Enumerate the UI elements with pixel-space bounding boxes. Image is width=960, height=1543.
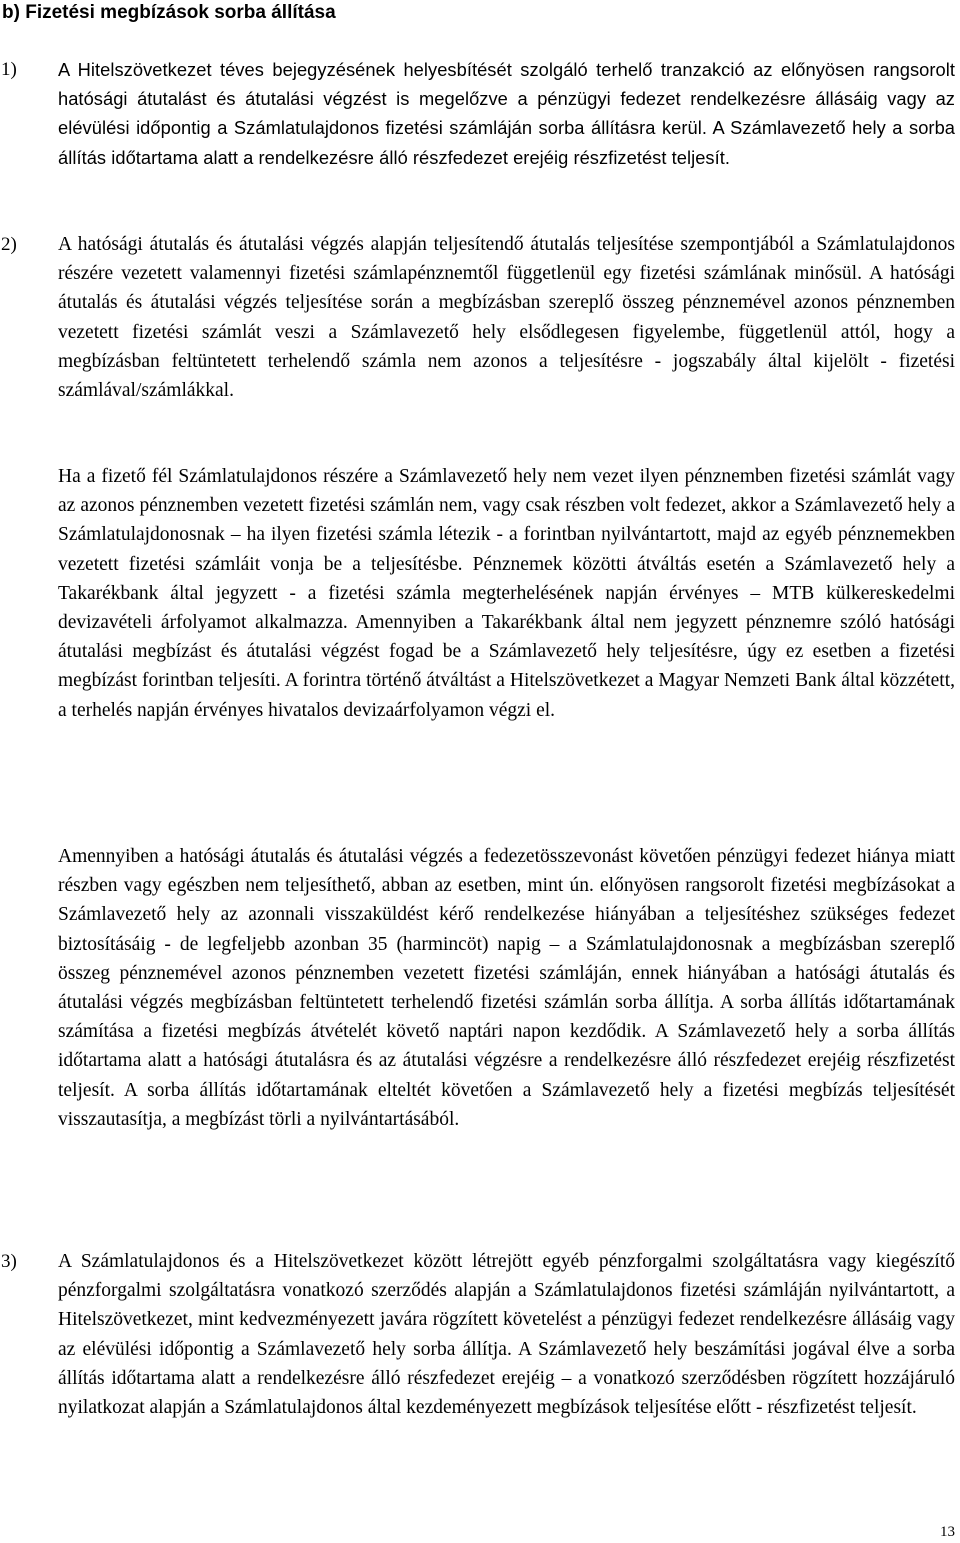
item-number: 3) [1,1251,17,1272]
item-paragraph: Amennyiben a hatósági átutalás és átutalási végzés a fedezetösszevonást követően pénzügyi fedezet hiánya miatt részben vagy egészben nem teljesíthető, abban az esetben, mint ún. előnyösen rangsorolt fizetési megbízásokat a Számlavezető hely az azonnali visszaküldést kérő rendelkezése hiányában a teljesítéshez szükséges fedezet biztosításáig - de legfeljebb azonban 35 (harmincöt) napig – a Számlatulajdonosnak a megbízásban szereplő összeg pénznemével azonos pénznemben vezetett fizetési számláján, ennek hiányában a hatósági átutalás és átutalási végzés megbízásban feltüntetett terhelendő fizetési számlán sorba állítja. A sorba állítás időtartamának számítása a fizetési megbízás átvételét követő naptári napon kezdődik. A Számlavezető hely a sorba állítás időtartama alatt a hatósági átutalásra és az átutalási végzésre a rendelkezésre álló részfedezet erejéig részfizetést teljesít. A sorba állítás időtartamának elteltét követően a Számlavezető hely a fizetési megbízás teljesítését visszautasítja, a megbízást törli a nyilvántartásából. [58,846,955,1130]
item-number: 1) [1,59,17,80]
item-paragraph: Ha a fizető fél Számlatulajdonos részére a Számlavezető hely nem vezet ilyen pénznemben fizetési számlát vagy az azonos pénznemben vezetett fizetési számlán nem, vagy csak részben volt fedezet, akkor a Számlavezető hely a Számlatulajdonosnak – ha ilyen fizetési számla létezik - a forintban nyilvántartott, majd az egyéb pénznemekben vezetett fizetési számláit vonja be a teljesítésbe. Pénznemek közötti átváltás esetén a Számlavezető hely a Takarékbank által jegyzett - a fizetési számla megterhelésének napján érvényes – MTB külkereskedelmi devizavételi árfolyamot alkalmazza. Amennyiben a Takarékbank által nem jegyzett pénznemre szóló hatósági átutalási megbízást és átutalási végzést fogad be a Számlavezető hely teljesítésre, úgy ez esetben a fizetési megbízást forintban teljesíti. A forintra történő átváltást a Hitelszövetkezet a Magyar Nemzeti Bank által közzétett, a terhelés napján érvényes hivatalos devizaárfolyamon végzi el. [58,466,955,721]
page-number: 13 [940,1524,955,1540]
section-heading: b) Fizetési megbízások sorba állítása [2,2,336,23]
item-number: 2) [1,234,17,255]
item-paragraph: A hatósági átutalás és átutalási végzés alapján teljesítendő átutalás teljesítése szempontjából a Számlatulajdonos részére vezetett valamennyi fizetési számlapénznemtől függetlenül egy fizetési számlának minősül. A hatósági átutalás és átutalási végzés teljesítése során a megbízásban szereplő összeg pénznemével azonos pénznemben vezetett fizetési számlát veszi a Számlavezető hely elsődlegesen figyelembe, függetlenül attól, hogy a megbízásban feltüntetett terhelendő számla nem azonos a teljesítésre - jogszabály által kijelölt - fizetési számlával/számlákkal. [58,234,955,402]
item-paragraph: A Számlatulajdonos és a Hitelszövetkezet között létrejött egyéb pénzforgalmi szolgáltatásra vagy kiegészítő pénzforgalmi szolgáltatásra vonatkozó szerződés alapján a Számlatulajdonos fizetési számláján nyilvántartott, a Hitelszövetkezet, mint kedvezményezett javára rögzített követelést a pénzügyi fedezet rendelkezésre állásáig vagy az elévülési időpontig a Számlavezető hely sorba állítja. A Számlavezető hely beszámítási jogával élve a sorba állítás időtartama alatt a rendelkezésre álló részfedezet erejéig – a vonatkozó szerződésben rögzített hozzájáruló nyilatkozat alapján a Számlatulajdonos által kezdeményezett megbízások teljesítése előtt - részfizetést teljesít. [58,1251,955,1419]
item-paragraph: A Hitelszövetkezet téves bejegyzésének helyesbítését szolgáló terhelő tranzakció az előnyösen rangsorolt hatósági átutalást és átutalási végzést is megelőzve a pénzügyi fedezet rendelkezésre állásáig vagy az elévülési időpontig a Számlatulajdonos fizetési számláján sorba állításra kerül. A Számlavezető hely a sorba állítás időtartama alatt a rendelkezésre álló részfedezet erejéig részfizetést teljesít. [58,59,955,168]
